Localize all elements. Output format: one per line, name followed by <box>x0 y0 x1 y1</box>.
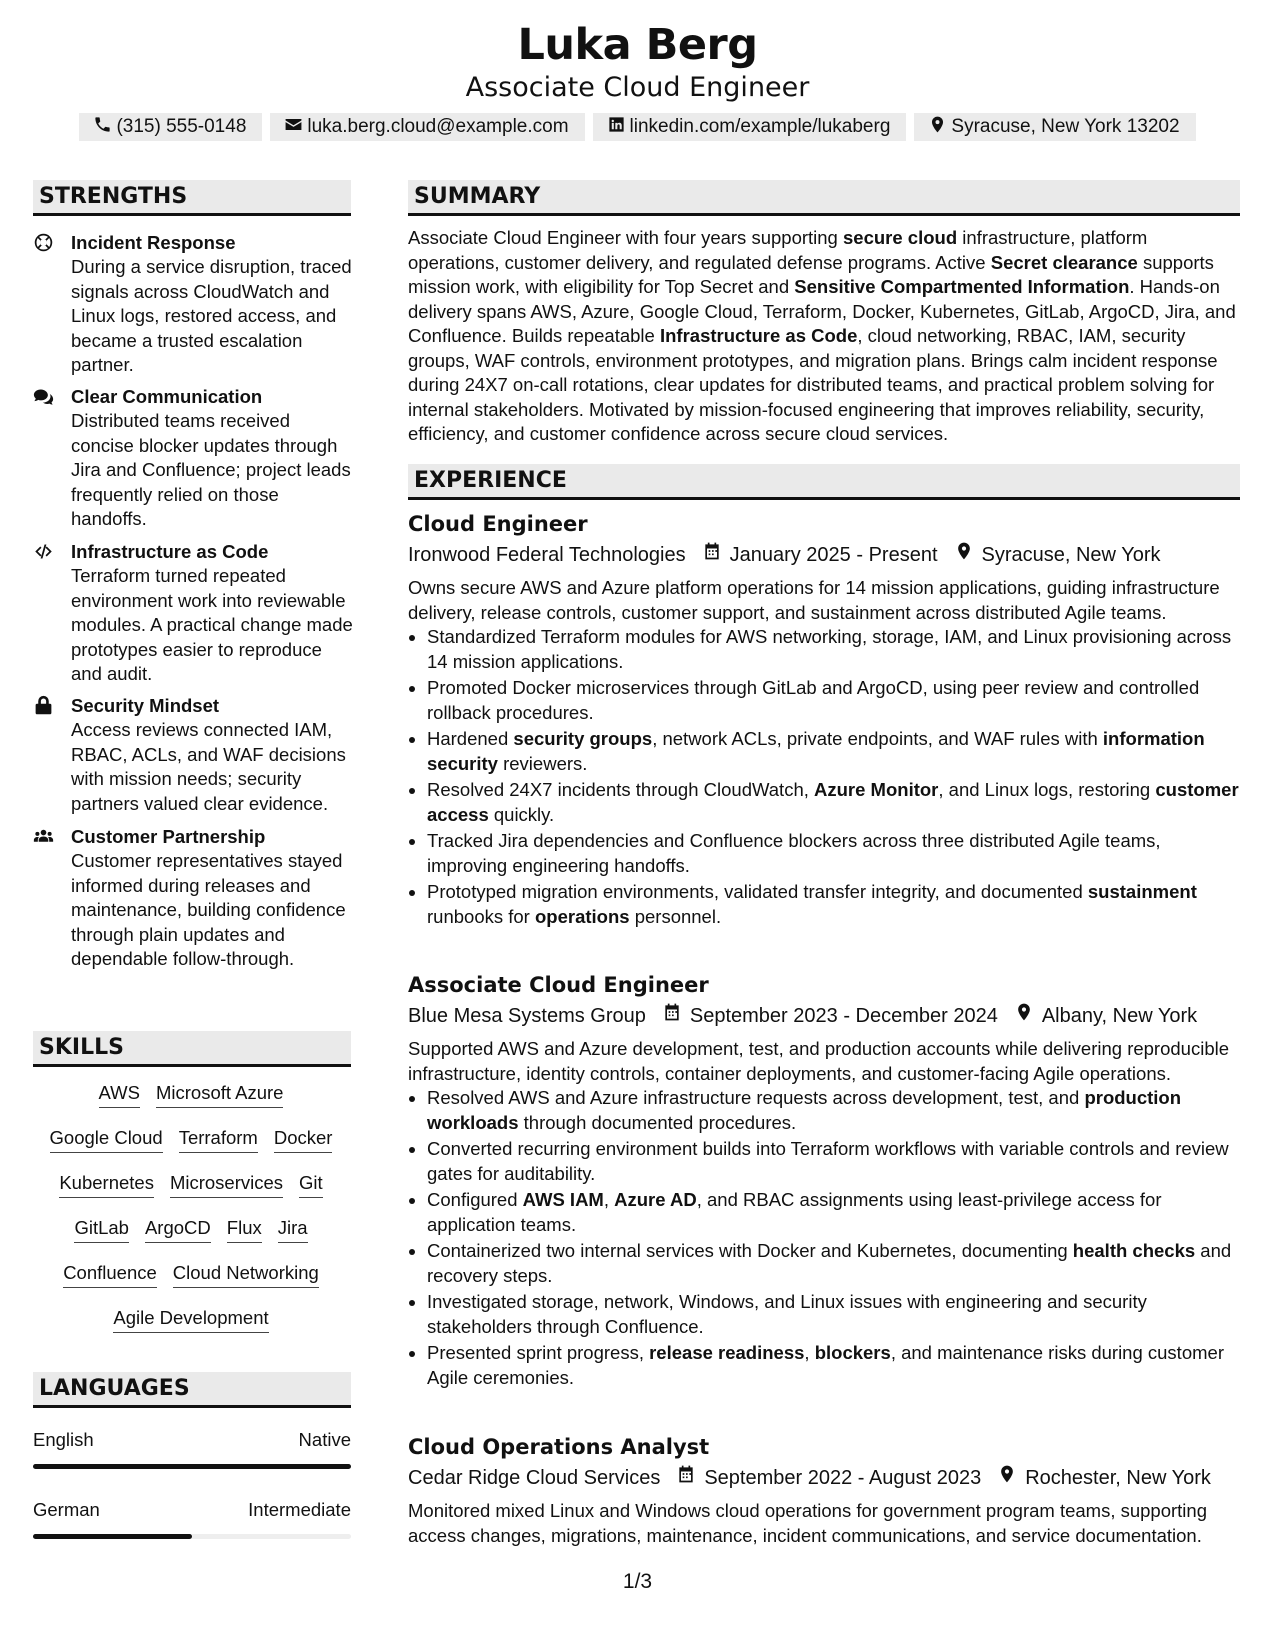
job-bullet: • Tracked Jira dependencies and Confluence blockers across three distributed Agile teams, improving engineering handoffs. <box>427 829 1240 878</box>
skill-row <box>33 1172 349 1217</box>
contact-email[interactable] <box>270 113 584 141</box>
map-marker-icon <box>938 541 982 569</box>
contact-text: linkedin.com/example/lukaberg <box>629 116 891 137</box>
skill-row <box>33 1127 349 1172</box>
strengths-heading: STRENGTHS <box>33 180 351 216</box>
map-marker-icon <box>928 115 951 140</box>
job-title: Cloud Operations Analyst <box>408 1435 710 1459</box>
job-bullet: • Presented sprint progress, release readiness, blockers, and maintenance risks during customer Agile ceremonies. <box>427 1341 1240 1390</box>
lock-icon <box>33 695 55 717</box>
strength-text: Customer representatives stayed informed during releases and maintenance, building confidence through plain updates and dependable follow-through. <box>71 850 346 969</box>
job-meta <box>408 1002 1240 1030</box>
strength-text: Terraform turned repeated environment work into reviewable modules. A practical change made prototypes easier to reproduce and audit. <box>71 565 353 684</box>
calendar-icon <box>660 1464 704 1492</box>
job-dates: September 2023 - December 2024 <box>689 1005 998 1027</box>
job-description: Owns secure AWS and Azure platform operations for 14 mission applications, guiding infrastructure delivery, release controls, customer support, and sustainment across distributed Agile teams. <box>408 577 1220 623</box>
job-bullet: • Hardened security groups, network ACLs, private endpoints, and WAF rules with information security reviewers. <box>427 727 1240 776</box>
job-bullet: • Configured AWS IAM, Azure AD, and RBAC assignments using least-privilege access for application teams. <box>427 1188 1240 1237</box>
job-location: Syracuse, New York <box>981 544 1161 566</box>
job-bullet: • Standardized Terraform modules for AWS networking, storage, IAM, and Linux provisioning across 14 mission applications. <box>427 625 1240 674</box>
strength-item <box>33 231 353 378</box>
life-ring-icon <box>33 232 55 254</box>
strength-text: During a service disruption, traced signals across CloudWatch and Linux logs, restored access, and became a trusted escalation partner. <box>71 256 352 375</box>
job-bullet: • Promoted Docker microservices through GitLab and ArgoCD, using peer review and controlled rollback procedures. <box>427 676 1240 725</box>
map-marker-icon <box>998 1002 1042 1030</box>
job-description: Supported AWS and Azure development, test, and production accounts while delivering reproducible infrastructure, identity controls, container deployments, and customer-facing Agile operations. <box>408 1038 1230 1084</box>
job-bullet: • Resolved AWS and Azure infrastructure requests across development, test, and production workloads through documented procedures. <box>427 1086 1240 1135</box>
calendar-icon <box>686 541 730 569</box>
job-entry <box>408 510 1240 931</box>
skill-tag: Microservices <box>170 1172 283 1198</box>
contact-linkedin[interactable] <box>593 113 907 141</box>
skill-tag: Kubernetes <box>59 1172 154 1198</box>
skill-tag: Git <box>299 1172 323 1198</box>
job-dates: September 2022 - August 2023 <box>704 1467 982 1489</box>
strength-text: Distributed teams received concise blocker updates through Jira and Confluence; project leads frequently relied on those handoffs. <box>71 410 351 529</box>
map-marker-icon <box>981 1464 1025 1492</box>
job-company: Cedar Ridge Cloud Services <box>408 1467 661 1489</box>
contact-location <box>914 113 1195 141</box>
summary-text: Associate Cloud Engineer with four years supporting secure cloud infrastructure, platform operations, customer delivery, and regulated defense programs. Active Secret clearance supports mission work, with eligibility for Top Secret and Sensitive Compartmented Information. Hands-on delivery spans AWS, Azure, Google Cloud, Terraform, Docker, Kubernetes, GitLab, ArgoCD, Jira, and Confluence. Builds repeatable Infrastructure as Code, cloud networking, RBAC, IAM, security groups, WAF controls, environment prototypes, and migration plans. Brings calm incident response during 24X7 on-call rotations, clear updates for distributed teams, and practical problem solving for internal stakeholders. Motivated by mission-focused engineering that improves reliability, security, efficiency, and customer confidence across secure cloud services. <box>408 227 1236 444</box>
skill-row <box>33 1262 349 1307</box>
job-bullet: • Investigated storage, network, Windows, and Linux issues with engineering and security stakeholders through Confluence. <box>427 1290 1240 1339</box>
language-proficiency-fill <box>33 1534 192 1539</box>
job-entry <box>408 1433 1240 1548</box>
strength-title: Security Mindset <box>71 695 220 716</box>
job-entry <box>408 971 1240 1392</box>
job-company: Blue Mesa Systems Group <box>408 1005 646 1027</box>
skill-row <box>33 1307 349 1352</box>
languages-heading: LANGUAGES <box>33 1372 351 1408</box>
users-icon <box>33 826 55 848</box>
job-bullets <box>408 1086 1240 1390</box>
skill-row <box>33 1082 349 1127</box>
skills-list <box>33 1082 349 1352</box>
code-icon <box>33 541 55 563</box>
strength-item <box>33 694 353 816</box>
job-company: Ironwood Federal Technologies <box>408 544 686 566</box>
language-proficiency-fill <box>33 1464 351 1469</box>
phone-icon <box>93 115 116 140</box>
calendar-icon <box>646 1002 690 1030</box>
strength-title: Customer Partnership <box>71 826 266 847</box>
strength-title: Incident Response <box>71 232 236 253</box>
skill-tag: GitLab <box>74 1217 129 1243</box>
skill-tag: Cloud Networking <box>173 1262 319 1288</box>
job-dates: January 2025 - Present <box>729 544 938 566</box>
job-bullet: • Converted recurring environment builds into Terraform workflows with variable controls and review gates for auditability. <box>427 1137 1240 1186</box>
job-location: Rochester, New York <box>1025 1467 1211 1489</box>
strength-item <box>33 540 353 687</box>
contact-phone[interactable] <box>79 113 262 141</box>
strength-title: Clear Communication <box>71 386 263 407</box>
skills-heading: SKILLS <box>33 1031 351 1067</box>
job-description: Monitored mixed Linux and Windows cloud operations for government program teams, supporting access changes, migrations, maintenance, incident communications, and service documentation. <box>408 1500 1207 1546</box>
contact-bar <box>0 113 1275 141</box>
language-level: Intermediate <box>248 1499 351 1520</box>
candidate-title: Associate Cloud Engineer <box>465 72 810 103</box>
language-level: Native <box>298 1429 351 1450</box>
job-bullet: • Resolved 24X7 incidents through CloudWatch, Azure Monitor, and Linux logs, restoring customer access quickly. <box>427 778 1240 827</box>
skill-tag: Jira <box>278 1217 308 1243</box>
skill-tag: Agile Development <box>113 1307 268 1333</box>
skill-tag: AWS <box>99 1082 140 1108</box>
candidate-name: Luka Berg <box>517 20 758 70</box>
job-location: Albany, New York <box>1041 1005 1198 1027</box>
skill-row <box>33 1217 349 1262</box>
skill-tag: ArgoCD <box>145 1217 211 1243</box>
strength-text: Access reviews connected IAM, RBAC, ACLs, and WAF decisions with mission needs; security partners valued clear evidence. <box>71 719 346 814</box>
language-item <box>33 1428 351 1469</box>
skill-tag: Flux <box>227 1217 262 1243</box>
language-name: English <box>33 1429 94 1450</box>
summary-heading: SUMMARY <box>408 180 1240 216</box>
envelope-icon <box>284 115 307 140</box>
contact-text: (315) 555-0148 <box>116 116 247 137</box>
language-proficiency-bar <box>33 1464 351 1469</box>
contact-text: Syracuse, New York 13202 <box>951 116 1180 137</box>
language-item <box>33 1498 351 1539</box>
skill-tag: Google Cloud <box>50 1127 163 1153</box>
comments-icon <box>33 386 55 408</box>
language-proficiency-bar <box>33 1534 351 1539</box>
page-number: 1/3 <box>622 1570 653 1593</box>
strength-item <box>33 825 353 972</box>
job-bullet: • Prototyped migration environments, validated transfer integrity, and documented sustainment runbooks for operations personnel. <box>427 880 1240 929</box>
skill-tag: Microsoft Azure <box>156 1082 284 1108</box>
job-meta <box>408 1464 1240 1492</box>
strength-item <box>33 385 353 532</box>
job-title: Associate Cloud Engineer <box>408 973 709 997</box>
strength-title: Infrastructure as Code <box>71 541 269 562</box>
job-meta <box>408 541 1240 569</box>
job-bullets <box>408 625 1240 929</box>
experience-heading: EXPERIENCE <box>408 464 1240 500</box>
contact-text: luka.berg.cloud@example.com <box>307 116 569 137</box>
linkedin-icon <box>607 115 630 140</box>
skill-tag: Confluence <box>63 1262 157 1288</box>
skill-tag: Terraform <box>179 1127 258 1153</box>
job-title: Cloud Engineer <box>408 512 588 536</box>
language-name: German <box>33 1499 100 1520</box>
skill-tag: Docker <box>274 1127 333 1153</box>
job-bullet: • Containerized two internal services with Docker and Kubernetes, documenting health checks and recovery steps. <box>427 1239 1240 1288</box>
